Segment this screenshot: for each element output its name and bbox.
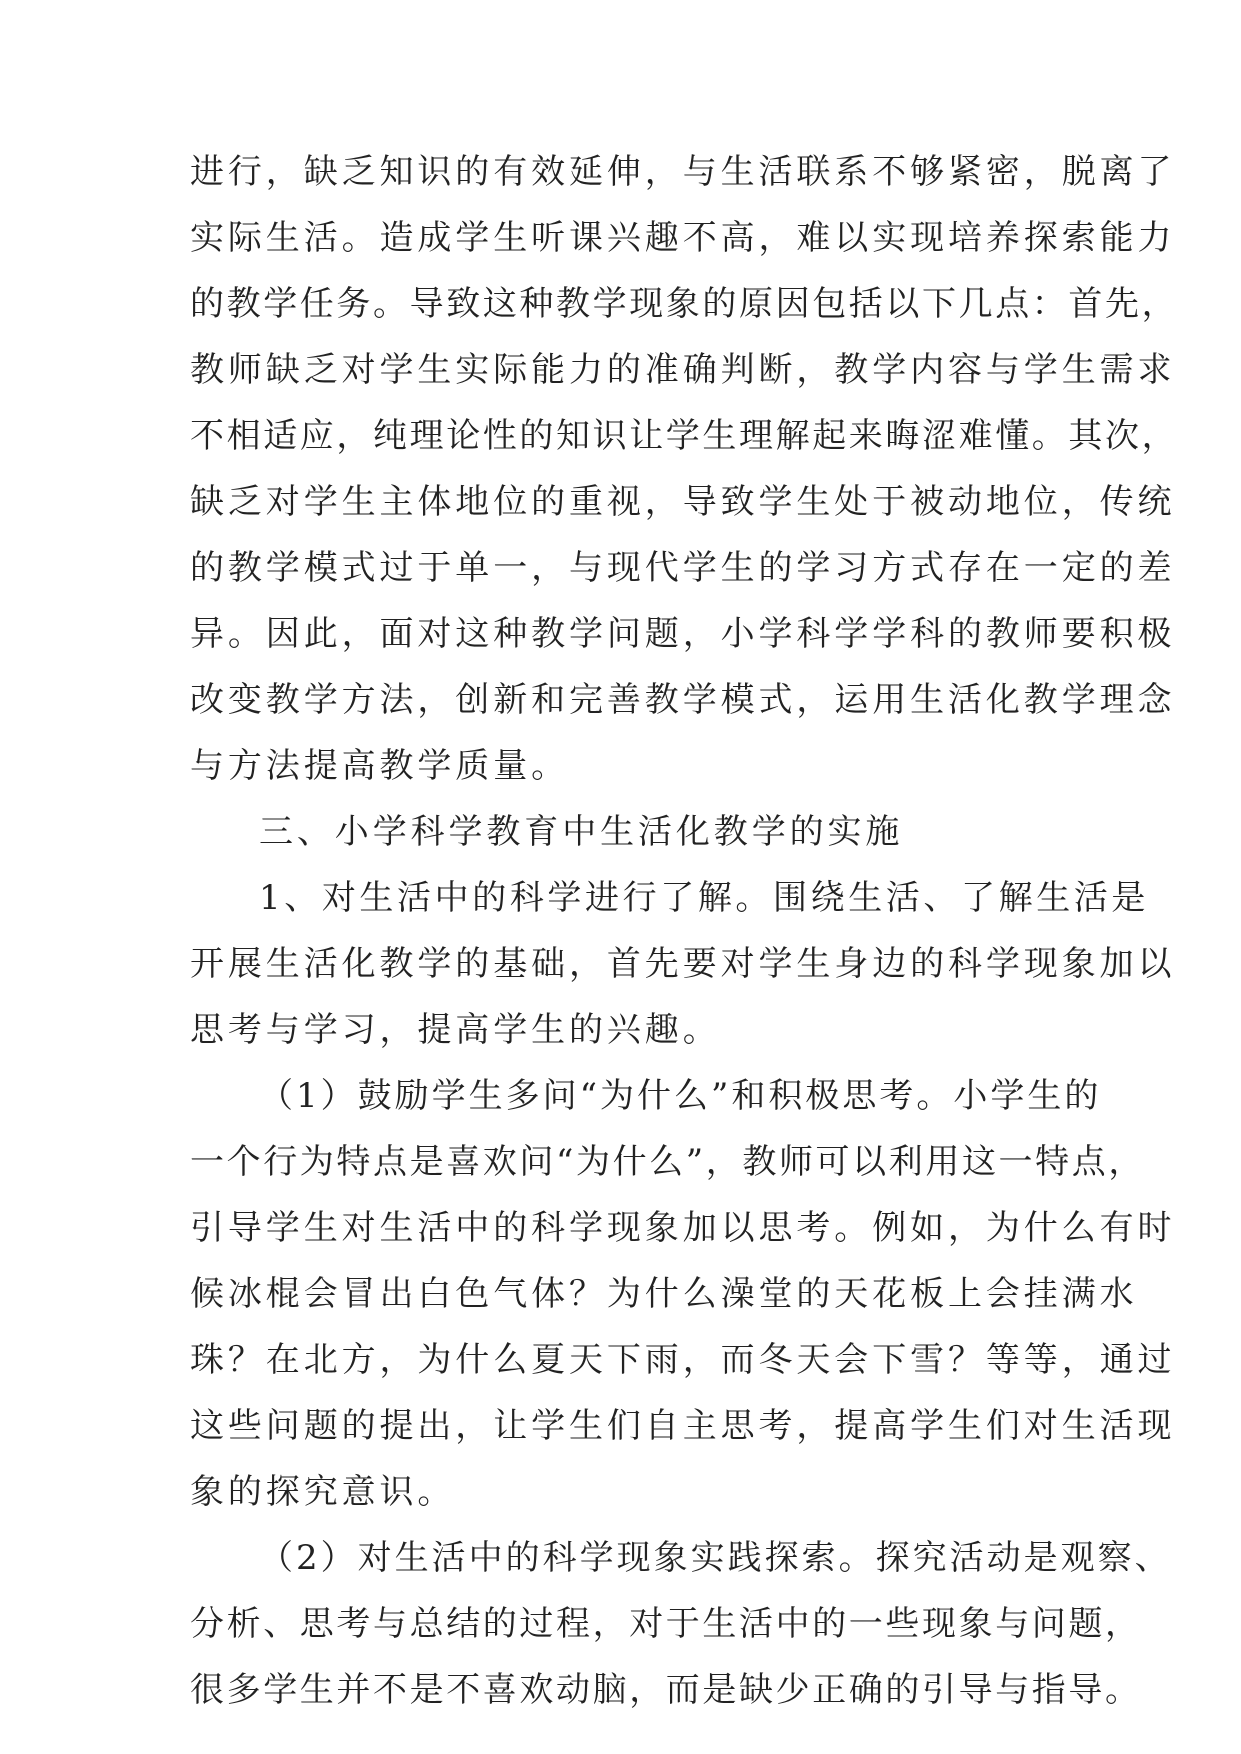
text-line: 候冰棍会冒出白色气体？为什么澡堂的天花板上会挂满水 bbox=[190, 1274, 1138, 1314]
text-line: 异。因此，面对这种教学问题，小学科学学科的教师要积极 bbox=[190, 614, 1176, 654]
text-line: 1、对生活中的科学进行了解。围绕生活、了解生活是 bbox=[259, 878, 1150, 918]
text-line: 实际生活。造成学生听课兴趣不高，难以实现培养探索能力 bbox=[190, 218, 1176, 258]
text-line: （1）鼓励学生多问“为什么”和积极思考。小学生的 bbox=[259, 1076, 1102, 1116]
text-line: 象的探究意识。 bbox=[190, 1472, 456, 1512]
text-line: 进行，缺乏知识的有效延伸，与生活联系不够紧密，脱离了 bbox=[190, 152, 1176, 192]
text-line: 的教学任务。导致这种教学现象的原因包括以下几点：首先， bbox=[190, 284, 1179, 324]
text-line: 开展生活化教学的基础，首先要对学生身边的科学现象加以 bbox=[190, 944, 1176, 984]
text-line: 一个行为特点是喜欢问“为什么”，教师可以利用这一特点， bbox=[190, 1142, 1145, 1182]
text-line: 这些问题的提出，让学生们自主思考，提高学生们对生活现 bbox=[190, 1406, 1176, 1446]
text-line: （2）对生活中的科学现象实践探索。探究活动是观察、 bbox=[259, 1538, 1172, 1578]
text-line: 与方法提高教学质量。 bbox=[190, 746, 569, 786]
text-line: 的教学模式过于单一，与现代学生的学习方式存在一定的差 bbox=[190, 548, 1176, 588]
text-line: 引导学生对生活中的科学现象加以思考。例如，为什么有时 bbox=[190, 1208, 1176, 1248]
text-line: 缺乏对学生主体地位的重视，导致学生处于被动地位，传统 bbox=[190, 482, 1176, 522]
text-line: 思考与学习，提高学生的兴趣。 bbox=[190, 1010, 721, 1050]
text-line: 改变教学方法，创新和完善教学模式，运用生活化教学理念 bbox=[190, 680, 1176, 720]
text-line: 珠？在北方，为什么夏天下雨，而冬天会下雪？等等，通过 bbox=[190, 1340, 1176, 1380]
text-line: 不相适应，纯理论性的知识让学生理解起来晦涩难懂。其次， bbox=[190, 416, 1179, 456]
text-line: 分析、思考与总结的过程，对于生活中的一些现象与问题， bbox=[190, 1604, 1142, 1644]
section-heading: 三、小学科学教育中生活化教学的实施 bbox=[259, 812, 904, 852]
text-line: 很多学生并不是不喜欢动脑，而是缺少正确的引导与指导。 bbox=[190, 1670, 1142, 1710]
text-line: 教师缺乏对学生实际能力的准确判断，教学内容与学生需求 bbox=[190, 350, 1176, 390]
